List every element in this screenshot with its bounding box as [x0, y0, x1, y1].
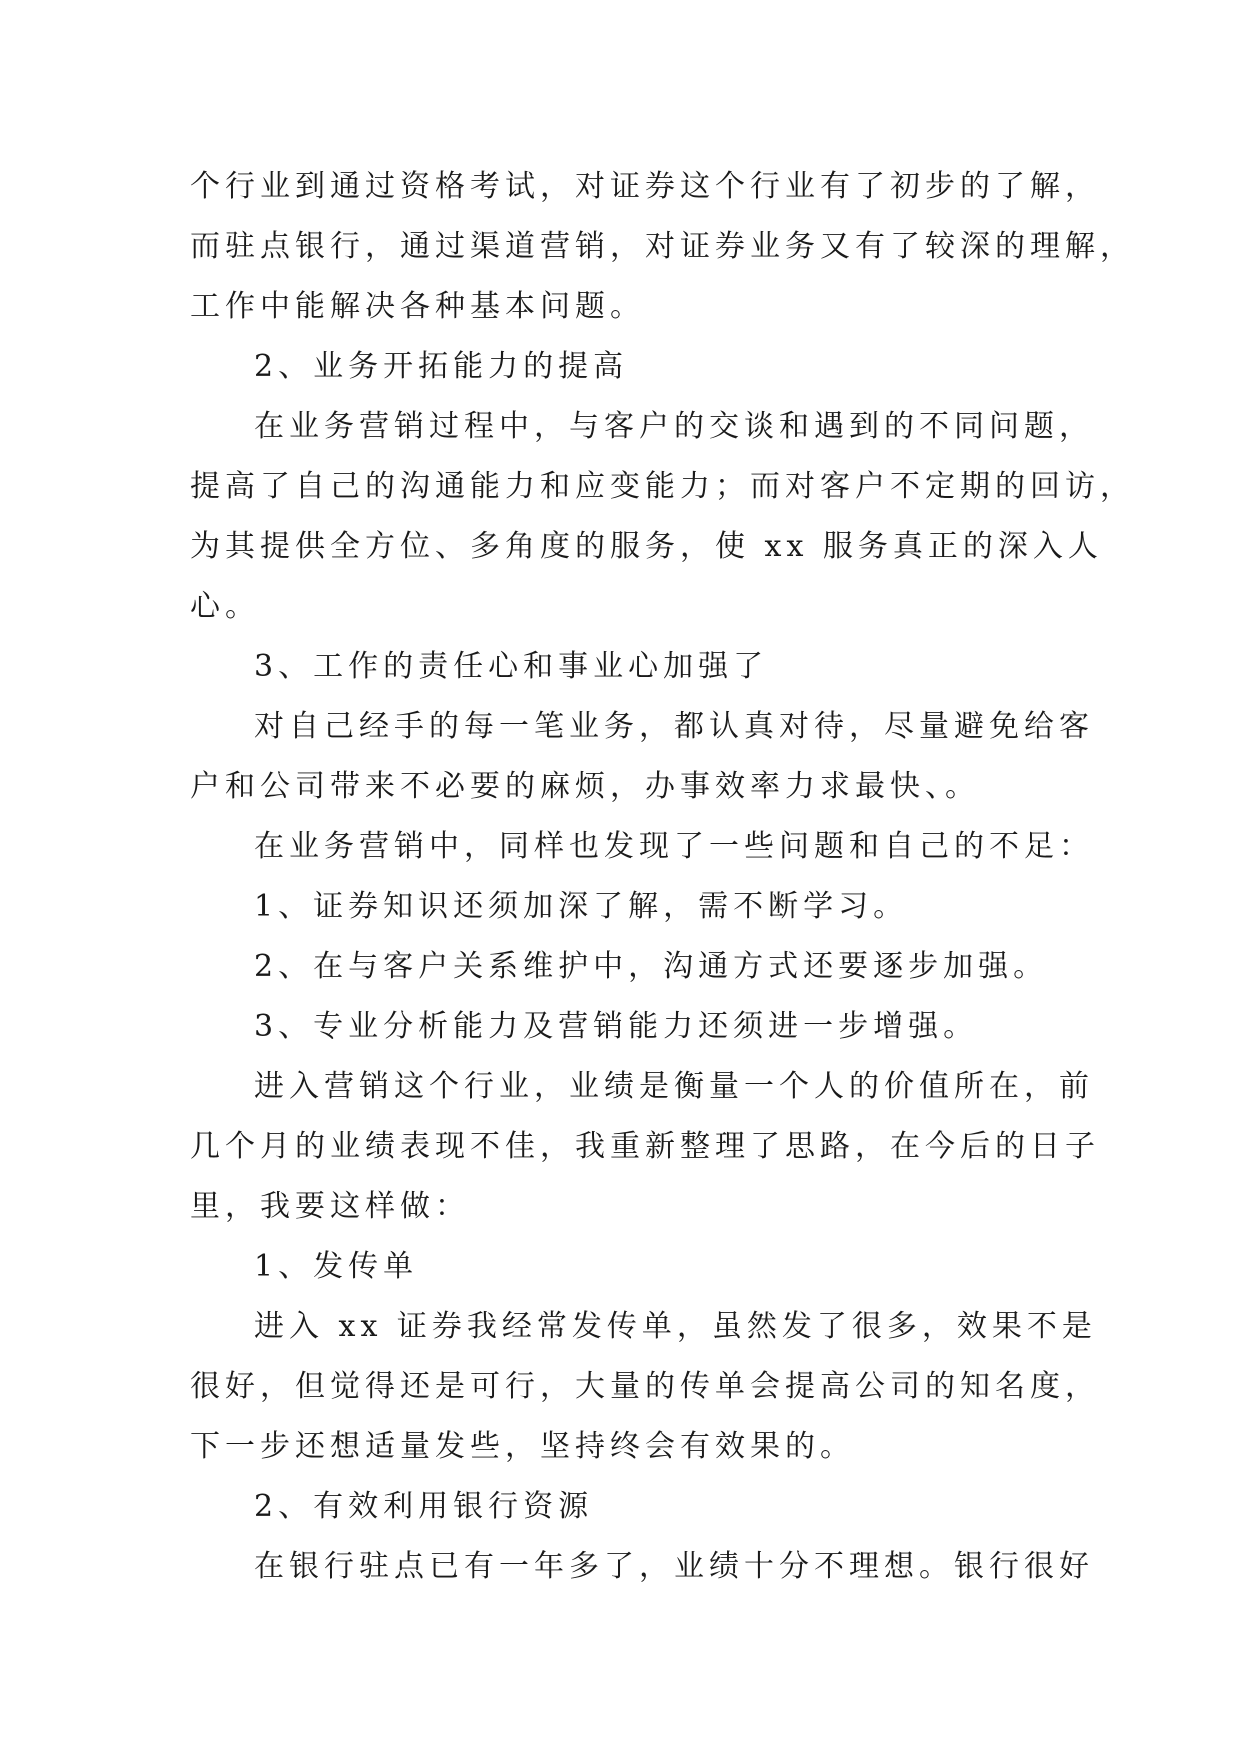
text-line: 下一步还想适量发些，坚持终会有效果的。 [190, 1429, 855, 1464]
text-line: 里，我要这样做： [190, 1189, 470, 1224]
text-line: 而驻点银行，通过渠道营销，对证券业务又有了较深的理解， [190, 229, 1135, 264]
text-line: 进入 xx 证券我经常发传单，虽然发了很多，效果不是 [254, 1309, 1097, 1344]
text-line: 提高了自己的沟通能力和应变能力；而对客户不定期的回访， [190, 469, 1135, 504]
text-line: 户和公司带来不必要的麻烦，办事效率力求最快、。 [190, 769, 980, 804]
text-line: 2、在与客户关系维护中，沟通方式还要逐步加强。 [254, 949, 1049, 984]
text-line: 2、有效利用银行资源 [254, 1489, 594, 1524]
text-line: 在业务营销过程中，与客户的交谈和遇到的不同问题， [254, 409, 1094, 444]
text-line: 3、工作的责任心和事业心加强了 [254, 649, 769, 684]
text-line: 在业务营销中，同样也发现了一些问题和自己的不足： [254, 829, 1094, 864]
text-line: 2、业务开拓能力的提高 [254, 349, 629, 384]
text-line: 在银行驻点已有一年多了，业绩十分不理想。银行很好 [254, 1549, 1094, 1584]
text-line: 几个月的业绩表现不佳，我重新整理了思路，在今后的日子 [190, 1129, 1100, 1164]
text-line: 对自己经手的每一笔业务，都认真对待，尽量避免给客 [254, 709, 1094, 744]
text-line: 进入营销这个行业，业绩是衡量一个人的价值所在，前 [254, 1069, 1094, 1104]
text-line: 1、发传单 [254, 1249, 419, 1284]
text-line: 3、专业分析能力及营销能力还须进一步增强。 [254, 1009, 979, 1044]
text-line: 心。 [190, 589, 260, 624]
document-body [190, 157, 1135, 1597]
text-line: 为其提供全方位、多角度的服务，使 xx 服务真正的深入人 [190, 529, 1103, 564]
text-line: 个行业到通过资格考试，对证券这个行业有了初步的了解， [190, 169, 1100, 204]
text-line: 工作中能解决各种基本问题。 [190, 289, 645, 324]
text-line: 很好，但觉得还是可行，大量的传单会提高公司的知名度， [190, 1369, 1100, 1404]
text-line: 1、证券知识还须加深了解，需不断学习。 [254, 889, 909, 924]
